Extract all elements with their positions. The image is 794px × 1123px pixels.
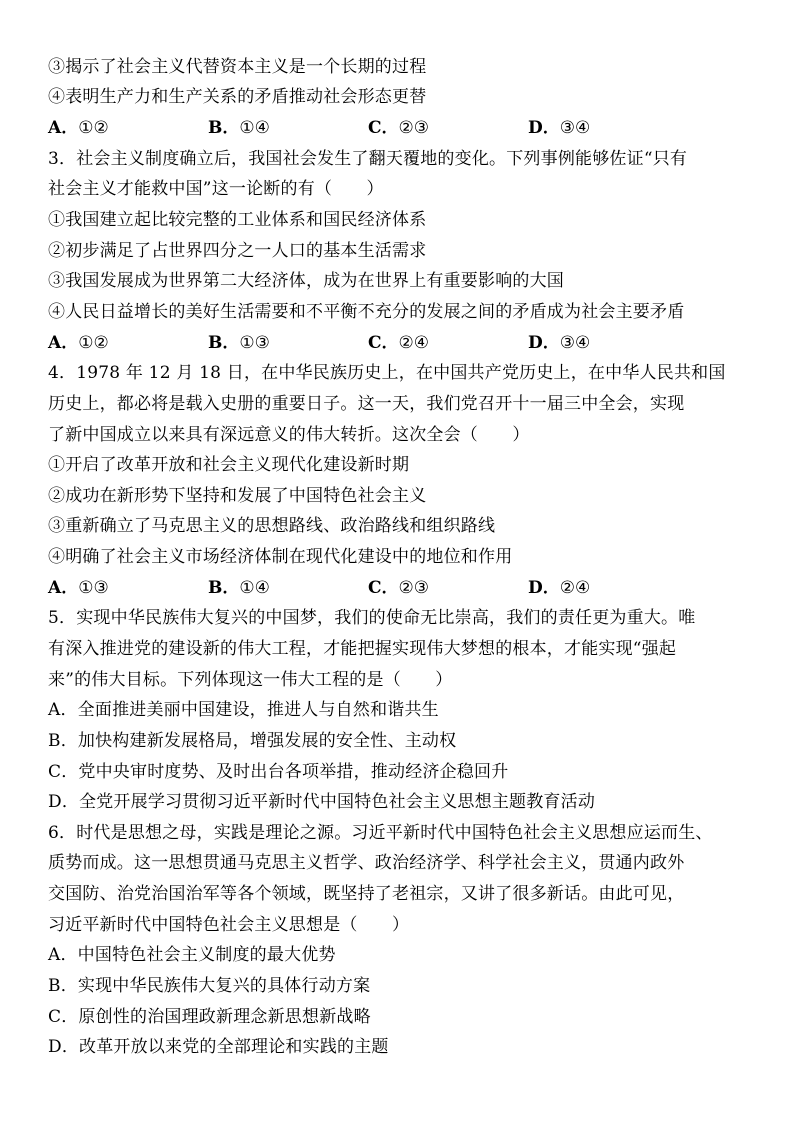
q3-option-d: D．③④	[528, 333, 591, 353]
q3-statement-4: ④人民日益增长的美好生活需要和不平衡不充分的发展之间的矛盾成为社会主要矛盾	[48, 302, 685, 322]
q6-stem-line-1: 6．时代是思想之母，实践是理论之源。习近平新时代中国特色社会主义思想应运而生、	[48, 823, 713, 843]
q4-option-b: B．①④	[208, 578, 270, 598]
q3-stem-line-2: 社会主义才能救中国”这一论断的有（ ）	[48, 179, 384, 199]
q4-option-d: D．②④	[528, 578, 591, 598]
q4-statement-3: ③重新确立了马克思主义的思想路线、政治路线和组织路线	[48, 516, 496, 536]
q6-stem-line-3: 交国防、治党治国治军等各个领域，既坚持了老祖宗，又讲了很多新话。由此可见，	[48, 884, 685, 904]
q4-stem-line-2: 历史上，都必将是载入史册的重要日子。这一天，我们党召开十一届三中全会，实现	[48, 394, 685, 414]
q3-statement-1: ①我国建立起比较完整的工业体系和国民经济体系	[48, 210, 427, 230]
q2-option-d: D．③④	[528, 118, 591, 138]
q4-option-a: A．①③	[48, 578, 109, 598]
q4-stem-line-1: 4．1978 年 12 月 18 日，在中华民族历史上，在中国共产党历史上，在中华人民共和国	[48, 363, 726, 383]
q6-option-a: A．中国特色社会主义制度的最大优势	[48, 945, 336, 965]
q6-option-c: C．原创性的治国理政新理念新思想新战略	[48, 1007, 371, 1027]
q2-option-c: C．②③	[368, 118, 430, 138]
q5-stem-line-1: 5．实现中华民族伟大复兴的中国梦，我们的使命无比崇高，我们的责任更为重大。唯	[48, 608, 696, 628]
q6-stem-line-4: 习近平新时代中国特色社会主义思想是（ ）	[48, 915, 410, 935]
q2-statement-4: ④表明生产力和生产关系的矛盾推动社会形态更替	[48, 87, 427, 107]
q4-statement-4: ④明确了社会主义市场经济体制在现代化建设中的地位和作用	[48, 547, 513, 567]
q5-option-b: B．加快构建新发展格局，增强发展的安全性、主动权	[48, 731, 457, 751]
q3-option-b: B．①③	[208, 333, 270, 353]
q4-stem-line-3: 了新中国成立以来具有深远意义的伟大转折。这次全会（ ）	[48, 425, 530, 445]
q3-options	[48, 332, 748, 354]
q3-option-c: C．②④	[368, 333, 430, 353]
q2-options	[48, 117, 748, 139]
q5-stem-line-2: 有深入推进党的建设新的伟大工程，才能把握实现伟大梦想的根本，才能实现“强起	[48, 639, 677, 659]
q3-option-a: A．①②	[48, 333, 109, 353]
q5-option-c: C．党中央审时度势、及时出台各项举措，推动经济企稳回升	[48, 762, 509, 782]
q3-statement-2: ②初步满足了占世界四分之一人口的基本生活需求	[48, 241, 427, 261]
q4-options	[48, 577, 748, 599]
q5-option-d: D．全党开展学习贯彻习近平新时代中国特色社会主义思想主题教育活动	[48, 792, 596, 812]
q6-option-b: B．实现中华民族伟大复兴的具体行动方案	[48, 976, 371, 996]
q3-stem-line-1: 3．社会主义制度确立后，我国社会发生了翻天覆地的变化。下列事例能够佐证“只有	[48, 149, 688, 169]
q6-option-d: D．改革开放以来党的全部理论和实践的主题	[48, 1037, 389, 1057]
q4-statement-2: ②成功在新形势下坚持和发展了中国特色社会主义	[48, 486, 427, 506]
q3-statement-3: ③我国发展成为世界第二大经济体，成为在世界上有重要影响的大国	[48, 271, 564, 291]
q2-option-b: B．①④	[208, 118, 270, 138]
q4-statement-1: ①开启了改革开放和社会主义现代化建设新时期	[48, 455, 410, 475]
q5-stem-line-3: 来”的伟大目标。下列体现这一伟大工程的是（ ）	[48, 670, 453, 690]
q5-option-a: A．全面推进美丽中国建设，推进人与自然和谐共生	[48, 700, 439, 720]
q2-option-a: A．①②	[48, 118, 109, 138]
q2-statement-3: ③揭示了社会主义代替资本主义是一个长期的过程	[48, 57, 427, 77]
q6-stem-line-2: 质势而成。这一思想贯通马克思主义哲学、政治经济学、科学社会主义，贯通内政外	[48, 853, 685, 873]
q4-option-c: C．②③	[368, 578, 430, 598]
